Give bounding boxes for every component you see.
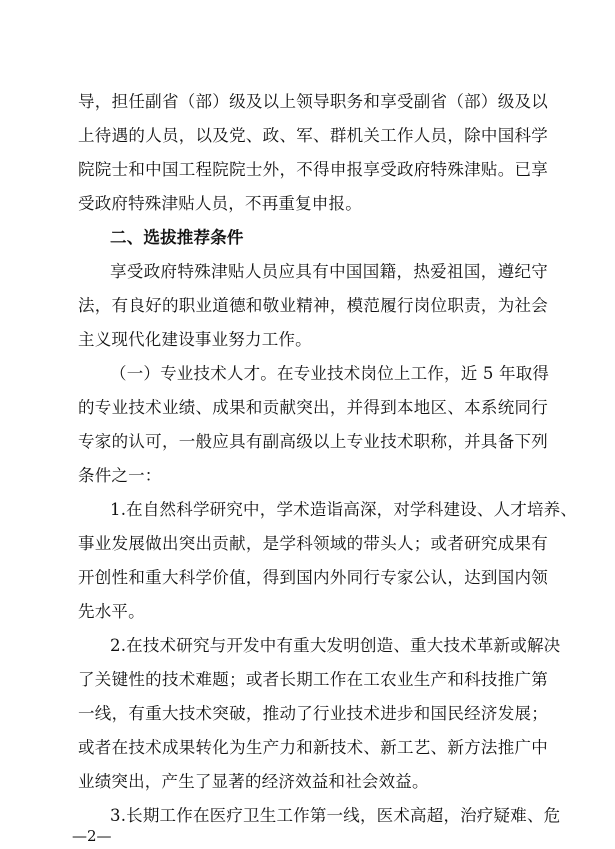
paragraph-line: 导，担任副省（部）级及以上领导职务和享受副省（部）级及以 bbox=[78, 92, 548, 111]
paragraph-line: 主义现代化建设事业努力工作。 bbox=[78, 330, 312, 349]
paragraph-line: 了关键性的技术难题；或者长期工作在工农业生产和科技推广第 bbox=[78, 670, 548, 689]
paragraph-line: 的专业技术业绩、成果和贡献突出，并得到本地区、本系统同行 bbox=[78, 398, 548, 417]
section-heading: 二、选拔推荐条件 bbox=[110, 228, 244, 247]
list-item-line: 3.长期工作在医疗卫生工作第一线，医术高超，治疗疑难、危 bbox=[110, 806, 561, 825]
paragraph-line: 或者在技术成果转化为生产力和新技术、新工艺、新方法推广中 bbox=[78, 738, 548, 757]
paragraph-line: 业绩突出，产生了显著的经济效益和社会效益。 bbox=[78, 772, 429, 791]
paragraph-line: 条件之一： bbox=[78, 466, 162, 485]
paragraph-line: 受政府特殊津贴人员，不再重复申报。 bbox=[78, 194, 362, 213]
page-number: —2— bbox=[72, 827, 112, 845]
paragraph-line: 专家的认可，一般应具有副高级以上专业技术职称，并具备下列 bbox=[78, 432, 548, 451]
paragraph-line: 法，有良好的职业道德和敬业精神，模范履行岗位职责，为社会 bbox=[78, 296, 548, 315]
paragraph-line: 事业发展做出突出贡献，是学科领域的带头人；或者研究成果有 bbox=[78, 534, 548, 553]
list-item-line: 1.在自然科学研究中，学术造诣高深，对学科建设、人才培养、 bbox=[110, 500, 578, 519]
list-item-line: 2.在技术研究与开发中有重大发明创造、重大技术革新或解决 bbox=[110, 636, 561, 655]
paragraph-line: 一线，有重大技术突破，推动了行业技术进步和国民经济发展； bbox=[78, 704, 548, 723]
paragraph-line: 开创性和重大科学价值，得到国内外同行专家公认，达到国内领 bbox=[78, 568, 548, 587]
paragraph-line: 先水平。 bbox=[78, 602, 145, 621]
subsection-line: （一）专业技术人才。在专业技术岗位上工作，近 5 年取得 bbox=[110, 364, 550, 383]
paragraph-line: 院院士和中国工程院院士外，不得申报享受政府特殊津贴。已享 bbox=[78, 160, 548, 179]
paragraph-line: 享受政府特殊津贴人员应具有中国国籍，热爱祖国，遵纪守 bbox=[110, 262, 548, 281]
paragraph-line: 上待遇的人员，以及党、政、军、群机关工作人员，除中国科学 bbox=[78, 126, 548, 145]
